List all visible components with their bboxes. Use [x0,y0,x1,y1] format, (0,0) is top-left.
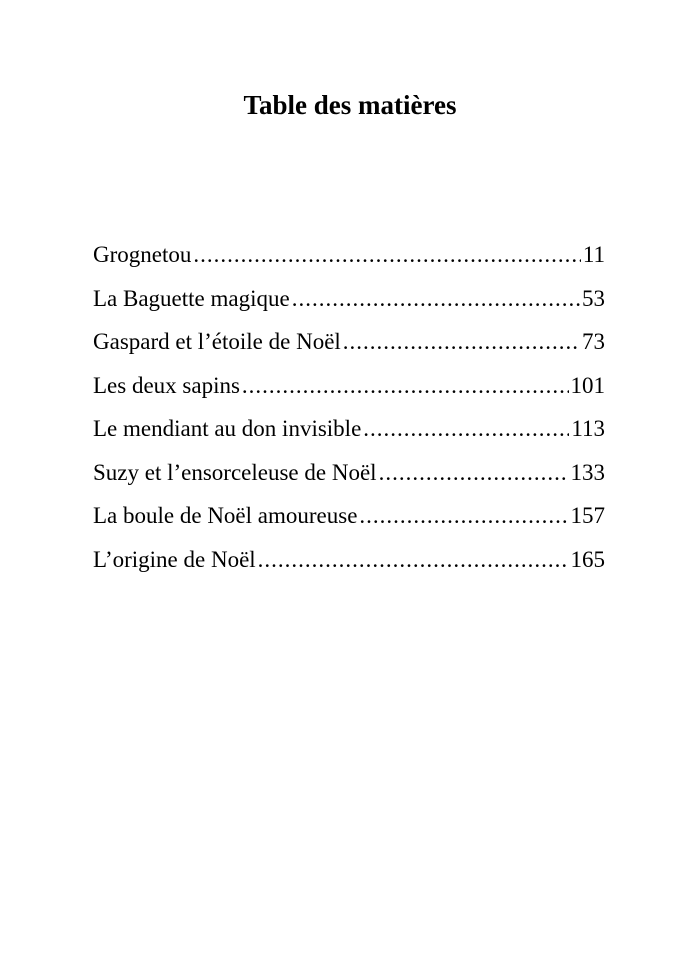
toc-dot-leader [258,538,569,582]
toc-entry [93,538,605,582]
toc-entry-page-number: 133 [570,459,605,485]
toc-entry-page-number: 73 [582,329,605,354]
toc-dot-leader [343,320,580,364]
toc-entry-page-number: 113 [571,416,605,441]
toc-dot-leader [193,233,580,277]
toc-entry-title: Gaspard et l’étoile de Noël [93,329,341,354]
toc-entry-page-number: 165 [570,546,605,572]
toc-entry-title: L’origine de Noël [93,546,256,572]
toc-dot-leader [363,407,569,451]
toc-entry-page-number: 53 [582,285,605,311]
toc-entry-title: Les deux sapins [93,372,240,398]
toc-dot-leader [292,277,580,321]
toc-entry-title: Suzy et l’ensorceleuse de Noël [93,459,377,485]
toc-dot-leader [379,451,569,495]
toc-entry-title: La boule de Noël amoureuse [93,503,358,528]
toc-entry-page-number: 101 [570,372,605,398]
toc-entry-page-number: 157 [570,503,605,528]
toc-entry [93,407,605,451]
toc-entry-title: Le mendiant au don invisible [93,416,362,441]
toc-dot-leader [359,494,568,538]
toc-entry [93,364,605,408]
toc-entry-title: La Baguette magique [93,285,290,311]
toc-entry [93,494,605,538]
toc-entry [93,320,605,364]
toc-entry [93,451,605,495]
toc-entry [93,233,605,277]
toc-entry-title: Grognetou [93,242,192,267]
table-of-contents [93,233,605,581]
toc-dot-leader [242,364,569,408]
page-title: Table des matières [243,90,457,120]
toc-entry [93,277,605,321]
toc-entry-page-number: 11 [582,242,605,267]
